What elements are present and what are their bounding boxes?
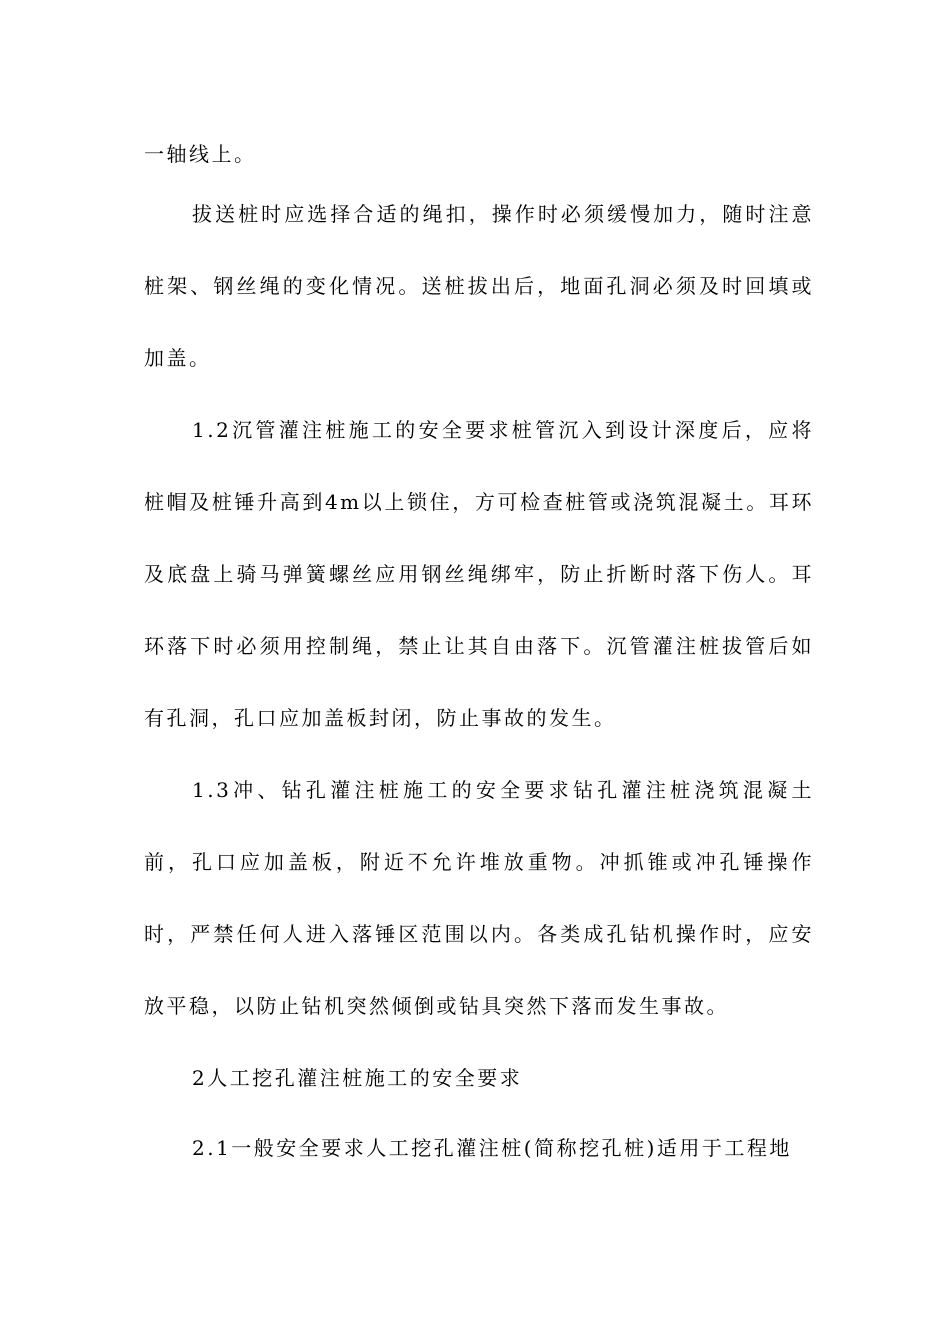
paragraph-continuation: 一轴线上。 bbox=[144, 142, 257, 166]
paragraph-section-2-1: 2.1一般安全要求人工挖孔灌注桩(简称挖孔桩)适用于工程地 bbox=[192, 1136, 792, 1160]
section-heading-2: 2人工挖孔灌注桩施工的安全要求 bbox=[192, 1066, 523, 1090]
paragraph-section-1-2: 1.2沉管灌注桩施工的安全要求桩管沉入到设计深度后，应将桩帽及桩锤升高到4m以上锁住，方可检查桩管或浇筑混凝土。耳环及底盘上骑马弹簧螺丝应用钢丝绳绑牢，防止折断时落下伤人。耳环落下时必须用控制绳，禁止让其自由落下。沉管灌注桩拔管后如有孔洞，孔口应加盖板封闭，防止事故的发生。 bbox=[144, 418, 814, 730]
paragraph-pile-extraction: 拔送桩时应选择合适的绳扣，操作时必须缓慢加力，随时注意桩架、钢丝绳的变化情况。送桩拔出后，地面孔洞必须及时回填或加盖。 bbox=[144, 202, 814, 370]
paragraph-section-1-3: 1.3冲、钻孔灌注桩施工的安全要求钻孔灌注桩浇筑混凝土前，孔口应加盖板，附近不允许堆放重物。冲抓锥或冲孔锤操作时，严禁任何人进入落锤区范围以内。各类成孔钻机操作时，应安放平稳，以防止钻机突然倾倒或钻具突然下落而发生事故。 bbox=[144, 778, 814, 1018]
